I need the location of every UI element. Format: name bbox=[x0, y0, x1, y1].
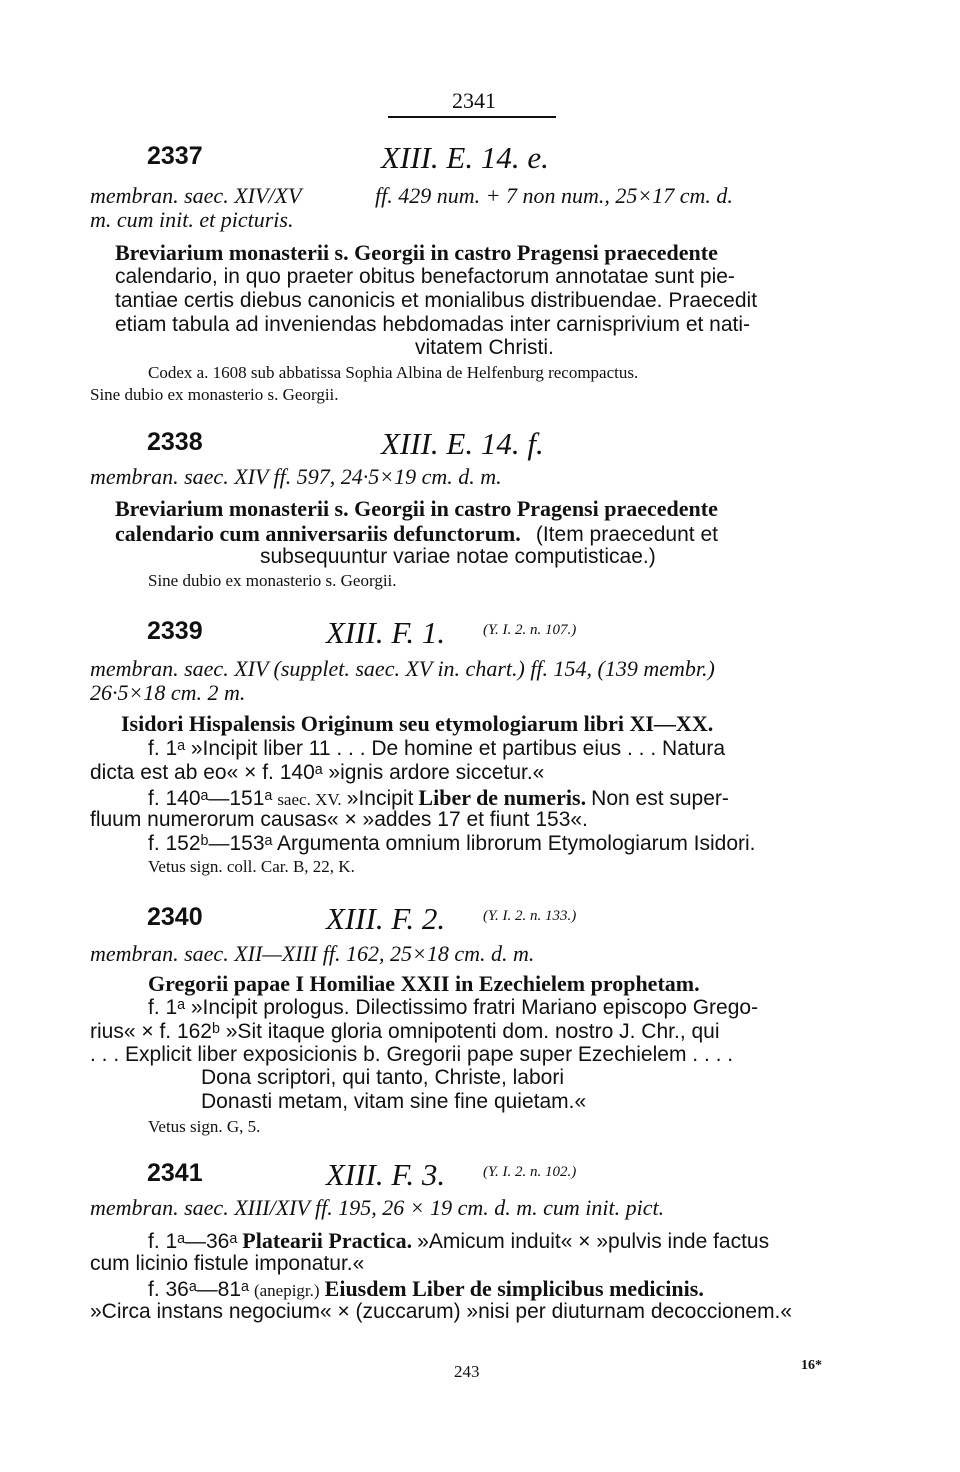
page-number-bottom: 243 bbox=[454, 1362, 480, 1381]
folio-range: f. 1ᵃ—36ᵃ bbox=[148, 1230, 238, 1253]
body-text-line: f. 152ᵇ—153ᵃ Argumenta omnium librorum Etymologiarum Isidori. bbox=[148, 832, 756, 855]
entry-title: Gregorii papae I Homiliae XXII in Ezechielem prophetam. bbox=[148, 971, 700, 996]
note: Vetus sign. coll. Car. B, 22, K. bbox=[148, 857, 355, 876]
body-text-line: dicta est ab eo« × f. 140ᵃ »ignis ardore siccetur.« bbox=[90, 761, 545, 784]
incipit-cont: Non est super- bbox=[591, 787, 729, 810]
physical-description: membran. saec. XIV ff. 597, 24·5×19 cm. d. m. bbox=[90, 464, 502, 489]
shelf-reference: (Y. I. 2. n. 133.) bbox=[483, 908, 577, 924]
entry-title: Isidori Hispalensis Originum seu etymologiarum libri XI—XX. bbox=[121, 711, 714, 736]
shelfmark: XIII. E. 14. e. bbox=[381, 140, 549, 175]
entry-number: 2339 bbox=[147, 617, 203, 645]
physical-description: membran. saec. XII—XIII ff. 162, 25×18 cm. d. m. bbox=[90, 941, 535, 966]
physical-description-cont: 26·5×18 cm. 2 m. bbox=[90, 680, 246, 705]
body-text-line: tantiae certis diebus canonicis et monialibus distribuendae. Praecedit bbox=[115, 289, 758, 312]
body-line: Breviarium monasterii s. Georgii in castro Pragensi praecedente bbox=[115, 240, 718, 265]
verse-line: Dona scriptori, qui tanto, Christe, labori bbox=[201, 1066, 564, 1089]
body-text-line: . . . Explicit liber exposicionis b. Gregorii pape super Ezechielem . . . . bbox=[90, 1043, 734, 1066]
folio-range: f. 140ᵃ—151ᵃ bbox=[148, 787, 273, 810]
text-line bbox=[115, 240, 832, 266]
entry-title bbox=[115, 240, 832, 266]
folio-range: f. 36ᵃ—81ᵃ bbox=[148, 1278, 249, 1301]
note: Sine dubio ex monasterio s. Georgii. bbox=[90, 385, 339, 404]
entry-number: 2341 bbox=[147, 1159, 203, 1187]
header-rule bbox=[388, 116, 556, 118]
signature-mark: 16* bbox=[801, 1358, 822, 1373]
body-text-line: etiam tabula ad inveniendas hebdomadas inter carnisprivium et nati- bbox=[115, 313, 751, 336]
shelfmark: XIII. F. 1. bbox=[326, 615, 446, 650]
entry-title: Breviarium monasterii s. Georgii in castro Pragensi praecedente bbox=[115, 496, 718, 521]
date-note: saec. XV. bbox=[277, 790, 342, 809]
note: Sine dubio ex monasterio s. Georgii. bbox=[148, 571, 397, 590]
shelfmark: XIII. E. 14. f. bbox=[381, 426, 544, 461]
work-title: Platearii Practica. bbox=[242, 1228, 413, 1253]
anepigr-note: (anepigr.) bbox=[253, 1281, 320, 1300]
page-number-top: 2341 bbox=[452, 88, 496, 113]
shelfmark: XIII. F. 3. bbox=[326, 1157, 446, 1192]
body-text-line: fluum numerorum causas« × »addes 17 et fiunt 153«. bbox=[90, 808, 588, 831]
physical-description-extent: ff. 429 num. + 7 non num., 25×17 cm. d. bbox=[375, 183, 733, 208]
body-text-line: vitatem Christi. bbox=[415, 336, 554, 359]
shelfmark: XIII. F. 2. bbox=[326, 901, 446, 936]
body-text-line bbox=[148, 1228, 769, 1254]
body-text-line: f. 1ᵃ »Incipit prologus. Dilectissimo fratri Mariano episcopo Grego- bbox=[148, 996, 759, 1019]
body-text-line: subsequuntur variae notae computisticae.) bbox=[260, 545, 656, 568]
incipit: »Amicum induit« × »pulvis inde factus bbox=[417, 1230, 770, 1253]
physical-description-cont: m. cum init. et picturis. bbox=[90, 207, 294, 232]
entry-number: 2340 bbox=[147, 903, 203, 931]
note: Codex a. 1608 sub abbatissa Sophia Albina de Helfenburg recompactus. bbox=[148, 363, 639, 382]
shelf-reference: (Y. I. 2. n. 102.) bbox=[483, 1164, 577, 1180]
verse-line: Donasti metam, vitam sine fine quietam.« bbox=[201, 1090, 587, 1113]
entry-number: 2337 bbox=[147, 142, 203, 170]
title-rest: (Item praecedunt et bbox=[535, 523, 718, 546]
physical-description: membran. saec. XIV/XV bbox=[90, 183, 302, 208]
physical-description: membran. saec. XIII/XIV ff. 195, 26 × 19 cm. d. m. cum init. pict. bbox=[90, 1195, 665, 1220]
incipit: »Incipit bbox=[346, 787, 414, 810]
title-bold: calendario cum anniversariis defunctorum. bbox=[115, 521, 521, 546]
entry-title-cont bbox=[115, 521, 718, 547]
body-text-line: »Circa instans negocium« × (zuccarum) »nisi per diuturnam decoccionem.« bbox=[90, 1300, 793, 1323]
shelf-reference: (Y. I. 2. n. 107.) bbox=[483, 622, 577, 638]
work-title: Liber de numeris. bbox=[418, 785, 587, 810]
note: Vetus sign. G, 5. bbox=[148, 1117, 261, 1136]
body-text-line: calendario, in quo praeter obitus benefactorum annotatae sunt pie- bbox=[115, 265, 735, 288]
entry-number: 2338 bbox=[147, 428, 203, 456]
physical-description: membran. saec. XIV (supplet. saec. XV in. chart.) ff. 154, (139 membr.) bbox=[90, 656, 715, 681]
body-text-line: cum licinio fistule imponatur.« bbox=[90, 1252, 365, 1275]
body-text-line bbox=[148, 1276, 704, 1302]
body-text-line: rius« × f. 162ᵇ »Sit itaque gloria omnipotenti dom. nostro J. Chr., qui bbox=[90, 1020, 720, 1043]
body-text-line: f. 1ᵃ »Incipit liber 11 . . . De homine et partibus eius . . . Natura bbox=[148, 737, 726, 760]
work-title: Eiusdem Liber de simplicibus medicinis. bbox=[324, 1276, 704, 1301]
